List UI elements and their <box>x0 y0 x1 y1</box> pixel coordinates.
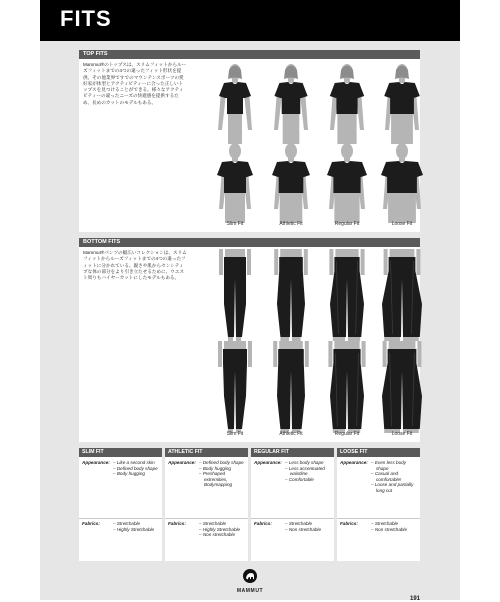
row-divider <box>165 518 248 519</box>
bottom-fit-figure <box>213 249 257 341</box>
list-item: – Non stretchable <box>371 526 408 532</box>
list-item: – Body hugging <box>113 471 145 477</box>
top-fits-description: Mammut®のトップスは、スリムフィットからルーズフィットまでの4つの違ったフィット形状を提供。その他業界ですでのマウンテンスポーツの愛好家が体型とアクティビティーに合った正しいトップスを見つけることができる。様々なアクティビティーの違ったニーズの快適感を提供するため、長めのカットのモデルもある。 <box>83 62 187 105</box>
fabrics-label: Fabrics: <box>82 521 100 526</box>
bottom-fit-figure <box>325 341 369 433</box>
top-fits-section <box>79 50 420 232</box>
list-item: – Less body shape <box>285 460 324 465</box>
page-title: FITS <box>60 6 112 31</box>
list-item: – Stretchable <box>285 521 313 526</box>
top-fit-figure <box>213 62 257 144</box>
list-item: – Stretchable <box>199 521 227 526</box>
fabrics-list <box>199 521 247 538</box>
list-item: – Loose and partially long cut <box>371 482 414 493</box>
list-item: – Non stretchable <box>285 526 322 532</box>
list-item: – Body hugging <box>199 465 231 471</box>
bottom-fit-figure <box>269 341 313 433</box>
bottom-fits-section <box>79 238 420 442</box>
fit-column-athletic <box>165 448 248 561</box>
list-item: – Stretchable <box>113 521 141 526</box>
fabrics-list <box>371 521 419 532</box>
list-item: – Preshaped extremities, Bodymapping <box>199 471 233 488</box>
bottom-fit-label-regular: Regular Fit <box>334 431 360 437</box>
list-item: – Less accentuated waistline <box>285 465 325 477</box>
fabrics-list <box>113 521 161 532</box>
top-fit-figure <box>325 141 369 223</box>
appearance-list <box>199 460 247 488</box>
mammoth-icon <box>243 569 257 583</box>
bottom-fit-label-slim: Slim Fit <box>226 431 244 437</box>
bottom-fit-label-athletic: Athletic Fit <box>279 431 303 437</box>
fit-column-regular <box>251 448 334 561</box>
fit-column-title: REGULAR FIT <box>251 448 334 457</box>
appearance-label: Appearance: <box>340 460 368 465</box>
fit-column-slim <box>79 448 162 561</box>
appearance-list <box>285 460 333 482</box>
top-fit-figure <box>213 141 257 223</box>
bottom-fit-figure <box>325 249 369 341</box>
fabrics-label: Fabrics: <box>254 521 272 526</box>
top-fit-label-athletic: Athletic Fit <box>279 221 303 227</box>
appearance-label: Appearance: <box>168 460 196 465</box>
top-fit-label-regular: Regular Fit <box>334 221 360 227</box>
list-item: – Highly Stretchable <box>199 526 241 532</box>
list-item: – Even less body shape <box>371 460 406 471</box>
appearance-list <box>113 460 161 477</box>
fit-column-title: LOOSE FIT <box>337 448 420 457</box>
fit-column-title: ATHLETIC FIT <box>165 448 248 457</box>
mammut-logo <box>234 569 266 594</box>
page-header <box>40 0 460 41</box>
top-fit-figure <box>380 62 424 144</box>
list-item: – Casual and comfortable! <box>371 471 402 482</box>
list-item: – Highly Stretchable <box>113 526 155 532</box>
top-fit-label-loose: Loose Fit <box>391 221 413 227</box>
top-fit-label-slim: Slim Fit <box>226 221 244 227</box>
row-divider <box>79 518 162 519</box>
bottom-fits-description: Mammut®パンツの幅広いコレクションは、スリムフィットからルーズフィットまでの4つの違ったフィットに分かれている。親さや肌からセンシティブな体の部分をより引き立たせるために、ウエスト周りもハイヤーカットにしたモデルもある。 <box>83 250 187 281</box>
fit-column-title: SLIM FIT <box>79 448 162 457</box>
fit-comparison-table <box>79 448 420 561</box>
top-fit-figure <box>325 62 369 144</box>
list-item: – Like a second skin <box>113 460 155 465</box>
fit-column-loose <box>337 448 420 561</box>
fabrics-label: Fabrics: <box>340 521 358 526</box>
bottom-fit-figure <box>380 341 424 433</box>
top-fits-heading: TOP FITS <box>79 50 420 59</box>
list-item: – Non stretchable <box>199 532 236 538</box>
row-divider <box>251 518 334 519</box>
bottom-fit-figure <box>213 341 257 433</box>
fabrics-list <box>285 521 333 532</box>
logo-text: MAMMUT <box>236 588 264 594</box>
bottom-fit-label-loose: Loose Fit <box>391 431 413 437</box>
top-fit-figure <box>269 62 313 144</box>
list-item: – Stretchable <box>371 521 399 526</box>
bottom-fit-figure <box>380 249 424 341</box>
list-item: – Defined body shape <box>199 460 244 465</box>
list-item: – Defined body shape <box>113 465 158 471</box>
row-divider <box>337 518 420 519</box>
appearance-list <box>371 460 419 494</box>
appearance-label: Appearance: <box>82 460 110 465</box>
list-item: – Comfortable <box>285 476 314 482</box>
bottom-fit-figure <box>269 249 313 341</box>
bottom-fits-heading: BOTTOM FITS <box>79 238 420 247</box>
appearance-label: Appearance: <box>254 460 282 465</box>
top-fit-figure <box>380 141 424 223</box>
top-fit-figure <box>269 141 313 223</box>
page-number: 191 <box>410 596 421 602</box>
fabrics-label: Fabrics: <box>168 521 186 526</box>
